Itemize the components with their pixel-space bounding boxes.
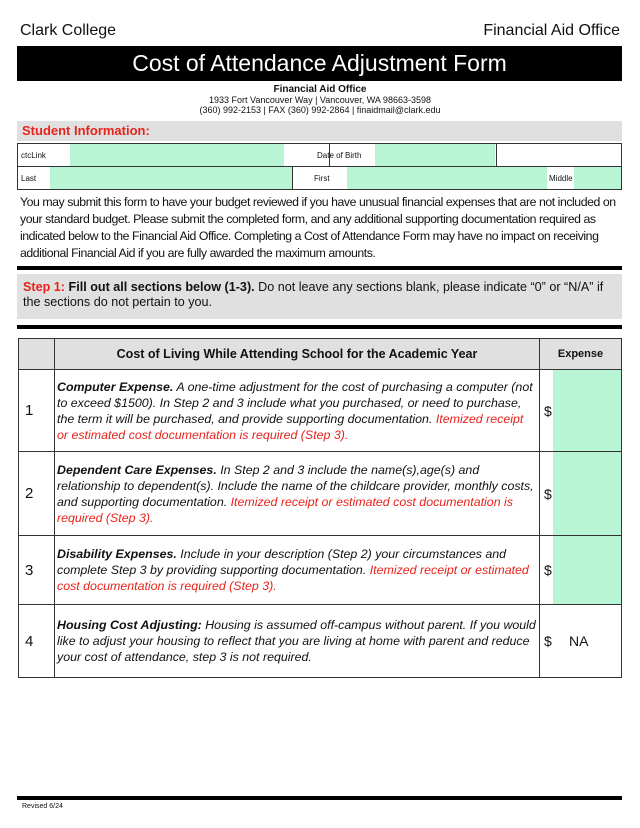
- table-row: [19, 370, 622, 452]
- row-description: [55, 605, 540, 678]
- office-address: 1933 Fort Vancouver Way | Vancouver, WA 98663-3598: [209, 95, 431, 105]
- row-text: Include in your description (Step 2) your circumstances and complete Step 3 by providing supporting documentation.: [57, 547, 507, 577]
- row-requirement: Itemized receipt or estimated cost documentation is required (Step 3).: [57, 494, 513, 525]
- ctclink-label: ctcLink: [21, 151, 46, 160]
- footer-bar: [17, 796, 622, 800]
- revision-note: Revised 6/24: [22, 803, 63, 810]
- computer-expense-cell: [540, 370, 622, 452]
- dependent-care-expense-input[interactable]: [553, 452, 621, 535]
- office-contact: (360) 992-2153 | FAX (360) 992-2864 | finaidmail@clark.edu: [199, 105, 441, 115]
- computer-expense-input[interactable]: [553, 370, 621, 451]
- step1-instructions: [17, 274, 622, 319]
- row-description: [55, 536, 540, 605]
- row-number: 3: [19, 536, 55, 605]
- row-title: Housing Cost Adjusting:: [57, 618, 202, 632]
- college-name: Clark College: [20, 22, 117, 39]
- first-name-label: First: [314, 174, 330, 183]
- row-description: [55, 370, 540, 452]
- table-row: [19, 452, 622, 536]
- row-text: A one-time adjustment for the cost of purchasing a computer (not to exceed $1500). In Step 2 and 3 include what you purchased, or need to purchase, the term it will be purchased, and provide supporting documentation.: [57, 379, 533, 426]
- step1-bold: Fill out all sections below (1-3).: [68, 280, 255, 294]
- disability-expense-cell: [540, 536, 622, 605]
- row-number: 1: [19, 370, 55, 452]
- dollar-sign: $: [544, 562, 552, 578]
- last-name-label: Last: [21, 174, 37, 183]
- step1-label: Step 1:: [23, 280, 65, 294]
- row-title: Dependent Care Expenses.: [57, 462, 217, 477]
- table-row: [19, 605, 622, 678]
- dollar-sign: $: [544, 633, 552, 649]
- row-title: Disability Expenses.: [57, 547, 177, 561]
- dob-label: Date of Birth: [317, 151, 362, 160]
- step1-text: Do not leave any sections blank, please indicate “0” or “N/A” if the sections do not pertain to you.: [23, 280, 604, 309]
- table-header-title: Cost of Living While Attending School for the Academic Year: [55, 339, 540, 370]
- header-num-cell: [19, 339, 55, 370]
- divider-bar: [17, 325, 622, 329]
- first-name-field[interactable]: [347, 167, 547, 189]
- row-number: 4: [19, 605, 55, 678]
- dollar-sign: $: [544, 402, 552, 419]
- ctclink-field[interactable]: [70, 144, 284, 166]
- row-text: In Step 2 and 3 include the name(s),age(s) and relationship to dependent(s). Include the name of the childcare provider, monthly costs, and supporting documentation.: [57, 462, 534, 509]
- row-requirement: Itemized receipt or estimated cost documentation is required (Step 3).: [57, 411, 524, 442]
- student-row-name: [17, 167, 622, 190]
- divider-bar: [17, 266, 622, 270]
- office-name-header: Financial Aid Office: [483, 22, 620, 39]
- middle-name-field[interactable]: [574, 167, 621, 189]
- table-header-row: [19, 339, 622, 370]
- row-number: 2: [19, 452, 55, 536]
- table-row: [19, 536, 622, 605]
- housing-expense-cell: [540, 605, 622, 678]
- row-title: Computer Expense.: [57, 379, 174, 394]
- intro-paragraph: You may submit this form to have your budget reviewed if you have unusual financial expenses that are not included on your standard budget. Please submit the completed form, and any additional supporting documentation required as indicated below to the Financial Aid Office. Completing a Cost of Attendance Form may have no impact on receiving additional Financial Aid if you are fully awarded the maximum amounts.: [20, 195, 616, 260]
- row-description: [55, 452, 540, 536]
- cost-of-living-table: [18, 338, 622, 678]
- row-requirement: Itemized receipt or estimated cost documentation is required (Step 3).: [57, 563, 529, 593]
- dob-field[interactable]: [375, 144, 495, 166]
- row-divider: [292, 167, 293, 189]
- student-row-id: [17, 143, 622, 167]
- last-name-field[interactable]: [50, 167, 292, 189]
- dollar-sign: $: [544, 485, 552, 502]
- row-text: Housing is assumed off-campus without parent. If you would like to adjust your housing to reflect that you are living at home with parent and reduce your cost of attendance, step 3 is not required.: [57, 618, 536, 664]
- middle-name-label: Middle: [549, 174, 573, 183]
- dependent-care-expense-cell: [540, 452, 622, 536]
- office-name: Financial Aid Office: [273, 84, 367, 95]
- disability-expense-input[interactable]: [553, 536, 621, 604]
- housing-expense-value: NA: [569, 633, 589, 649]
- student-info-heading: Student Information:: [17, 121, 622, 141]
- row-divider: [496, 144, 497, 166]
- table-header-expense: Expense: [540, 339, 622, 370]
- form-title: Cost of Attendance Adjustment Form: [17, 46, 622, 81]
